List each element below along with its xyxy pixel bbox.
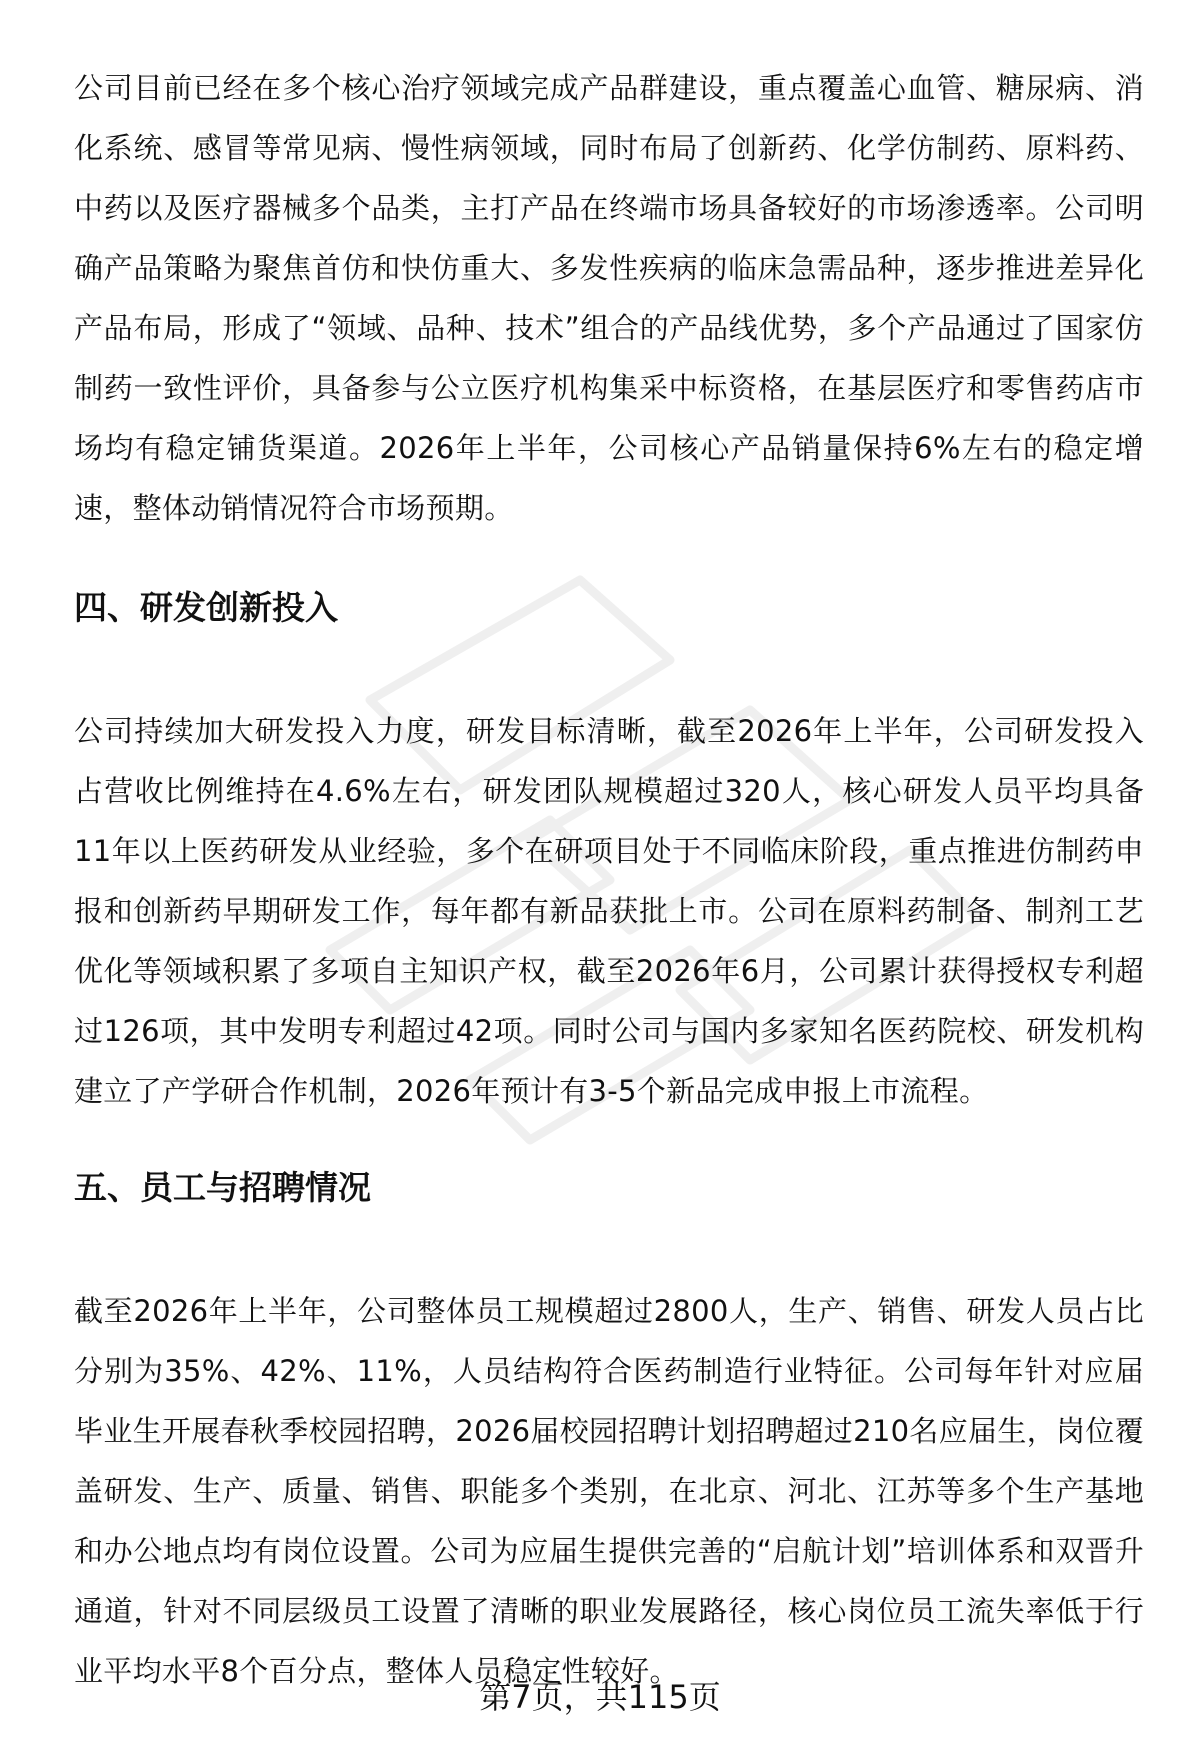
section-heading-rd: 四、研发创新投入 — [74, 588, 338, 627]
page-number-footer: 第7页，共115页 — [479, 1678, 721, 1716]
section-heading-staff: 五、员工与招聘情况 — [74, 1168, 371, 1207]
paragraph-staff-recruitment: 截至2026年上半年，公司整体员工规模超过2800人，生产、销售、研发人员占比分别为35%、42%、11%，人员结构符合医药制造行业特征。公司每年针对应届毕业生开展春秋季校园招聘，2026届校园招聘计划招聘超过210名应届生，岗位覆盖研发、生产、质量、销售、职能多个类别，在北京、河北、江苏等多个生产基地和办公地点均有岗位设置。公司为应届生提供完善的“启航计划”培训体系和双晋升通道，针对不同层级员工设置了清晰的职业发展路径，核心岗位员工流失率低于行业平均水平8个百分点，整体人员稳定性较好。 — [74, 1294, 1144, 1688]
paragraph-product-portfolio: 公司目前已经在多个核心治疗领域完成产品群建设，重点覆盖心血管、糖尿病、消化系统、感冒等常见病、慢性病领域，同时布局了创新药、化学仿制药、原料药、中药以及医疗器械多个品类，主打产品在终端市场具备较好的市场渗透率。公司明确产品策略为聚焦首仿和快仿重大、多发性疾病的临床急需品种，逐步推进差异化产品布局，形成了“领域、品种、技术”组合的产品线优势，多个产品通过了国家仿制药一致性评价，具备参与公立医疗机构集采中标资格，在基层医疗和零售药店市场均有稳定铺货渠道。2026年上半年，公司核心产品销量保持6%左右的稳定增速，整体动销情况符合市场预期。 — [74, 71, 1144, 525]
paragraph-rd-investment: 公司持续加大研发投入力度，研发目标清晰，截至2026年上半年，公司研发投入占营收比例维持在4.6%左右，研发团队规模超过320人，核心研发人员平均具备11年以上医药研发从业经验，多个在研项目处于不同临床阶段，重点推进仿制药申报和创新药早期研发工作，每年都有新品获批上市。公司在原料药制备、制剂工艺优化等领域积累了多项自主知识产权，截至2026年6月，公司累计获得授权专利超过126项，其中发明专利超过42项。同时公司与国内多家知名医药院校、研发机构建立了产学研合作机制，2026年预计有3-5个新品完成申报上市流程。 — [74, 714, 1144, 1108]
